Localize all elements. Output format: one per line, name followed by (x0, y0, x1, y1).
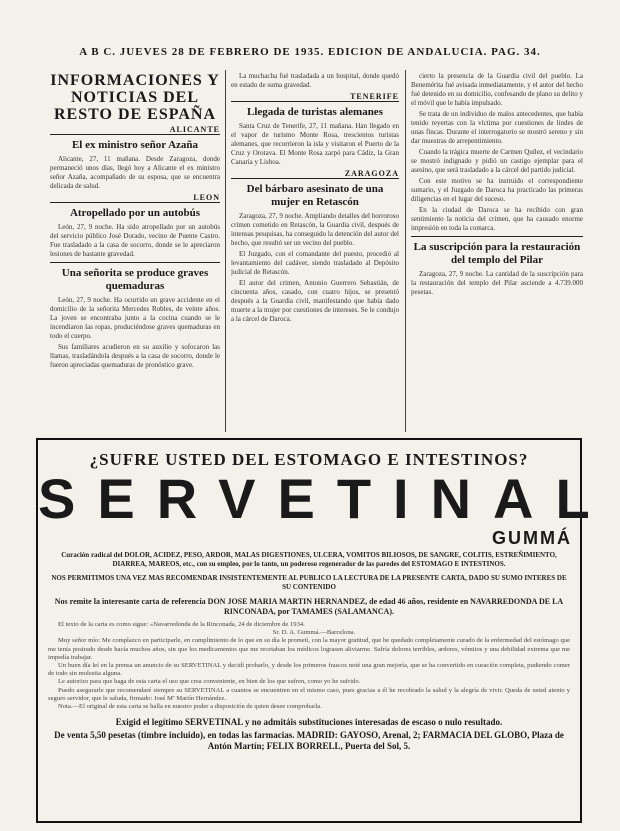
letter-dateline: El texto de la carta es como sigue: «Navarredonda de la Rinconada, 24 de diciembre de 1934. (58, 621, 305, 628)
article-text: La muchacha fué trasladada a un hospital, donde quedó en estado de suma gravedad. (231, 72, 399, 89)
article-text: León, 27, 9 noche. Ha sido atropellado por un autobús del servicio público José Dorado, vecino de Puente Castro. Fue trasladado a la casa de socorro, donde se le apreciaron lesiones de bastante gravedad. (50, 223, 220, 258)
article-text: León, 27, 9 noche. Ha ocurrido un grave accidente en el domicilio de la señorita Mercedes Robles, de veinte años. La joven se encontraba junto a la cocina cuando se le incendiaron las ropas, produciéndose graves quemaduras en todo el cuerpo. (50, 296, 220, 340)
column-3 (411, 72, 583, 432)
ad-footer-venta: De venta 5,50 pesetas (timbre incluido), en todas las farmacias. MADRID: GAYOSO, Arenal, 2; FARMACIA DEL GLOBO, Plaza de Antón Martín; FELIX BORRELL, Puerta del Sol, 5. (54, 730, 564, 752)
column-divider (405, 70, 406, 432)
article-text: Se trata de un individuo de malos antecedentes, que había tenido reyertas con la víctima por cuestiones de lindes de unas fincas. Durante el interrogatorio se mostró sereno y sin dar muestras de arrepentimiento. (411, 110, 583, 145)
headline-atropellado: Atropellado por un autobús (69, 207, 201, 219)
column-2 (231, 72, 399, 432)
column-1 (50, 72, 220, 432)
letter-paragraph: Nota.—El original de esta carta se halla en nuestro poder a disposición de quien desee comprobarla. (58, 703, 322, 711)
place-zaragoza: ZARAGOZA (231, 169, 399, 179)
ad-intro: Nos remite la interesante carta de referencia DON JOSE MARIA MARTIN HERNANDEZ, de edad 46 años, residente en NAVARREDONDA DE LA RINCONADA, por TAMAMES (SALAMANCA). (54, 597, 564, 616)
letter-paragraph: Puedo asegurarle que recomendaré siempre su SERVETINAL a cuantos se encuentren en el mismo caso, pues gracias a él he recobrado la salud y la alegría de vivir. Queda de usted atento y seguro servidor, que le saluda, firmado: José Mª Martín Hernández. (48, 686, 570, 702)
article-text: Cuando la trágica muerte de Carmen Quílez, el vecindario se mostró indignado y pidió un castigo ejemplar para el asesino, que será trasladado a la cárcel del partido judicial. (411, 148, 583, 174)
article-text: Zaragoza, 27, 9 noche. La cantidad de la suscripción para la restauración del templo del Pilar asciende a 4.739.000 pesetas. (411, 270, 583, 296)
ad-brand-name: SERVETINAL (38, 467, 612, 530)
article-text: cierto la presencia de la Guardia civil del pueblo. La Benemérita fué avisada inmediatamente, y el autor del hecho fué detenido en su domicilio, confesando de plano su delito y el móvil que le había impulsado. (411, 72, 583, 107)
article-text: El autor del crimen, Antonio Guerrero Sebastián, de cincuenta años, casado, con cuatro hijos, se presentó después a la Guardia civil, manifestando que había dado muerte a la mujer por cuestiones de intereses. Se le condujo a la cárcel de Daroca. (231, 279, 399, 323)
divider (411, 236, 583, 237)
article-text: En la ciudad de Daroca se ha recibido con gran sentimiento la noticia del crimen, que ha causado enorme impresión en toda la comarca. (411, 206, 583, 232)
servetinal-advertisement (36, 438, 612, 823)
column-divider (225, 70, 226, 432)
letter-paragraph: Muy señor mío: Me complazco en participarle, en cumplimiento de lo que en su día le prometí, con la mayor gratitud, que he quedado completamente curado de la enfermedad del estómago que me tenía postrado desde hacía muchos años, sin que los medicamentos que me recetaban los médicos lograsen aliviarme. Sufría dolores terribles, ardores, vómitos y una debilidad extrema que me impedía trabajar. (48, 637, 570, 661)
article-text: Alicante, 27, 11 mañana. Desde Zaragoza, donde permaneció unos días, llegó hoy a Alicante el ex ministro señor Azaña, acompañado de su esposa, que se encuentra delicada de salud. (50, 155, 220, 190)
ad-footer-exigid: Exigid el legítimo SERVETINAL y no admitáis substituciones interesadas de escaso o nulo resultado. (115, 717, 503, 728)
headline-azana: El ex ministro señor Azaña (71, 139, 199, 151)
divider (50, 262, 220, 263)
letter-paragraph: Un buen día leí en la prensa un anuncio de su SERVETINAL y decidí probarlo, y desde los primeros frascos noté una gran mejoría, que se ha convertido en curación completa, pudiendo comer de todo sin molestia alguna. (48, 662, 570, 678)
headline-senorita: Una señorita se produce graves quemaduras (61, 267, 209, 292)
letter-paragraph: Le autorizo para que haga de esta carta el uso que crea conveniente, en bien de los que sufren, como yo he sufrido. (58, 678, 361, 686)
article-text: Sus familiares acudieron en su auxilio y sofocaron las llamas, trasladándola después a la casa de socorro, donde le fueron apreciadas quemaduras de pronóstico grave. (50, 343, 220, 369)
place-leon: LEON (50, 193, 220, 203)
article-text: Zaragoza, 27, 9 noche. Ampliando detalles del horroroso crimen cometido en Retascón, la Guardia civil, después de intensas pesquisas, ha conseguido la detención del autor del hecho, que resultó ser un vecino del pueblo. (231, 212, 399, 247)
article-text: Con este motivo se ha instruido el correspondiente sumario, y el Juzgado de Daroca ha practicado las primeras diligencias en el lugar del suceso. (411, 177, 583, 203)
ad-brand-gumma: GUMMÁ (492, 528, 572, 548)
page-header: A B C. JUEVES 28 DE FEBRERO DE 1935. EDICION DE ANDALUCIA. PAG. 34. (79, 46, 541, 58)
ad-notice: NOS PERMITIMOS UNA VEZ MAS RECOMENDAR INSISTENTEMENTE AL PUBLICO LA LECTURA DE LA PRESENTE CARTA, DADO SU SUMO INTERES DE SU CONTENIDO (51, 574, 567, 591)
section-title: INFORMACIONES Y NOTICIAS DEL RESTO DE ESPAÑA (50, 72, 220, 123)
article-text: Santa Cruz de Tenerife, 27, 11 mañana. Han llegado en el vapor de turismo Monte Rosa, trescientos turistas alemanes, que recorrieron la isla y visitaron el Puerto de la Cruz y Orotava. El Monte Rosa zarpó para Cádiz, la Gran Canaria y Lisboa. (231, 122, 399, 166)
ad-letter (38, 621, 580, 711)
letter-salute: Sr. D. A. Gummá.—Barcelona. (272, 629, 356, 637)
headline-turistas: Llegada de turistas alemanes (247, 106, 383, 118)
headline-pilar: La suscripción para la restauración del templo del Pilar (413, 241, 581, 266)
headline-asesinato: Del bárbaro asesinato de una mujer en Retascón (246, 183, 384, 208)
place-tenerife: TENERIFE (231, 92, 399, 102)
article-text: El Juzgado, con el comandante del puesto, procedió al levantamiento del cadáver, siendo trasladado al Depósito judicial de Retascón. (231, 250, 399, 276)
ad-headline: ¿SUFRE USTED DEL ESTOMAGO E INTESTINOS? (89, 450, 529, 469)
ad-claims: Curación radical del DOLOR, ACIDEZ, PESO, ARDOR, MALAS DIGESTIONES, ULCERA, VOMITOS BILIOSOS, DE SANGRE, COLITIS, ESTREÑIMIENTO, DIARREA, MAREOS, etc., con su empleo, por lo tanto, un poderoso regenerador de las paredes del ESTOMAGO E INTESTINOS. (61, 551, 557, 568)
place-alicante: ALICANTE (50, 125, 220, 135)
